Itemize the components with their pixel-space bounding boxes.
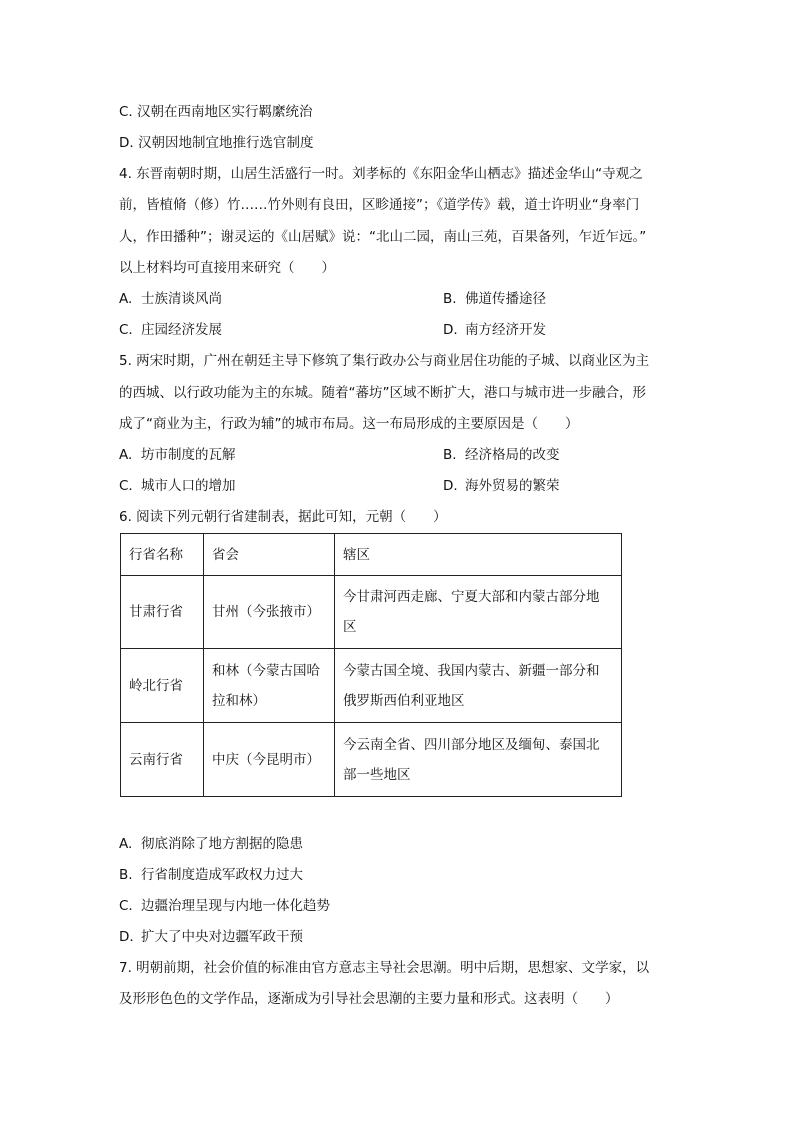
table-cell: 和林（今蒙古国哈 拉和林） [204, 649, 335, 723]
q4-option-c[interactable]: C. 庄园经济发展 [119, 322, 222, 338]
table-header: 省会 [204, 534, 335, 576]
table-header: 辖区 [335, 534, 622, 576]
q7-stem-line: 及形形色色的文学作品，逐渐成为引导社会思潮的主要力量和形式。这表明（ ） [119, 991, 619, 1007]
q6-option-d[interactable]: D. 扩大了中央对边疆军政干预 [119, 929, 303, 945]
table-row [121, 576, 622, 649]
table-cell: 今云南全省、四川部分地区及缅甸、泰国北 部一些地区 [335, 723, 622, 797]
q5-option-d[interactable]: D. 海外贸易的繁荣 [443, 478, 560, 494]
table-cell: 云南行省 [121, 723, 204, 797]
q4-stem-line: 4. 东晋南朝时期，山居生活盛行一时。刘孝标的《东阳金华山栖志》描述金华山“寺观之 [119, 166, 643, 182]
q7-stem-line: 7. 明朝前期，社会价值的标准由官方意志主导社会思潮。明中后期，思想家、文学家，以 [119, 960, 650, 976]
table-row [121, 723, 622, 797]
q4-option-a[interactable]: A. 士族清谈风尚 [119, 291, 222, 307]
q4-option-d[interactable]: D. 南方经济开发 [443, 322, 546, 338]
q6-option-b[interactable]: B. 行省制度造成军政权力过大 [119, 867, 303, 883]
table-cell: 中庆（今昆明市） [204, 723, 335, 797]
q3-option-c: C. 汉朝在西南地区实行羁縻统治 [119, 104, 313, 120]
q4-option-b[interactable]: B. 佛道传播途径 [443, 291, 546, 307]
q5-option-c[interactable]: C. 城市人口的增加 [119, 478, 236, 494]
q5-option-a[interactable]: A. 坊市制度的瓦解 [119, 447, 236, 463]
table-cell: 甘州（今张掖市） [204, 576, 335, 649]
q3-option-d: D. 汉朝因地制宜地推行选官制度 [119, 135, 314, 151]
province-table [120, 533, 622, 797]
q5-option-b[interactable]: B. 经济格局的改变 [443, 447, 560, 463]
table-row [121, 649, 622, 723]
q5-stem-line: 成了“商业为主，行政为辅”的城市布局。这一布局形成的主要原因是（ ） [119, 416, 579, 432]
table-cell: 今蒙古国全境、我国内蒙古、新疆一部分和 俄罗斯西伯利亚地区 [335, 649, 622, 723]
q4-stem-line: 人，作田播种”；谢灵运的《山居赋》说：“北山二园，南山三苑，百果备列，乍近乍远。” [119, 229, 647, 245]
table-cell: 岭北行省 [121, 649, 204, 723]
q6-option-c[interactable]: C. 边疆治理呈现与内地一体化趋势 [119, 898, 330, 914]
table-header-row [121, 534, 622, 576]
table-cell: 今甘肃河西走廊、宁夏大部和内蒙古部分地 区 [335, 576, 622, 649]
q5-stem-line: 5. 两宋时期，广州在朝廷主导下修筑了集行政办公与商业居住功能的子城、以商业区为主 [119, 353, 650, 369]
q6-stem: 6. 阅读下列元朝行省建制表，据此可知，元朝（ ） [119, 509, 447, 525]
table-cell: 甘肃行省 [121, 576, 204, 649]
q4-stem-line: 前，皆植脩（修）竹……竹外则有良田，区畛通接”；《道学传》载，道士许明业“身率门 [119, 197, 640, 213]
q6-option-a[interactable]: A. 彻底消除了地方割据的隐患 [119, 836, 303, 852]
q4-stem-line: 以上材料均可直接用来研究（ ） [119, 260, 335, 276]
q5-stem-line: 的西城、以行政功能为主的东城。随着“蕃坊”区域不断扩大，港口与城市进一步融合，形 [119, 385, 646, 401]
table-header: 行省名称 [121, 534, 204, 576]
